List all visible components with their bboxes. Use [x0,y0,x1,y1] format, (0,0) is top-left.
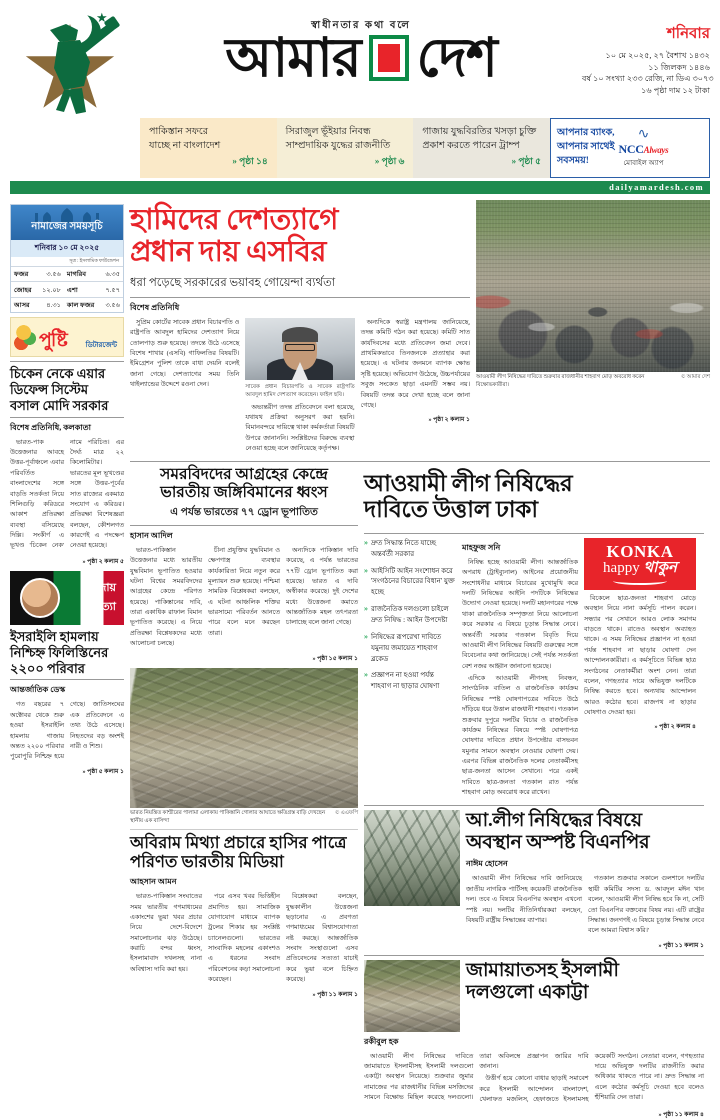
left-story-1-jump[interactable]: » পৃষ্ঠা ২ কলাম ৫ [82,557,124,565]
abdul-hamid-portrait [245,318,354,380]
jamaat-text-block [466,960,704,1032]
awami-content-row [364,538,704,801]
date-line-3: বর্ষ ১০ সংখ্যা ২৩৩ রেজি, না ডিএ ৩০৭৩ [582,74,714,84]
prayer-times-table [11,266,123,312]
awami-byline: মাহফুজ সনি [462,542,501,552]
konka-brand: KONKA [606,541,674,561]
awami-headline-l1: আওয়ামী লীগ নিষিদ্ধের [364,470,573,496]
chevron-right-icon: » [364,604,368,614]
jamaat-headline-l2: দলগুলো একাট্টা [466,982,589,1004]
jamaat-photo-block [364,960,460,1032]
ncc-always-text: Always [643,144,669,155]
bullet-text: দ্রুত সিদ্ধান্ত নিতে যাচ্ছে অন্তর্বর্তী সরকার [371,538,437,558]
bnp-headline [466,810,704,855]
chevron-right-icon: » [364,670,368,680]
left-story-1-headline [10,366,124,418]
prayer-label: জোহর [11,282,37,297]
awami-col-c [584,594,696,719]
bullet-item[interactable] [364,670,456,692]
damage-photo [364,960,460,1032]
left-story-gaza-families[interactable] [10,629,124,777]
chevron-right-icon: » [364,631,368,641]
ncc-ad-line-2: আপনার সাথেই [557,142,615,153]
mid-story-warplane[interactable] [130,466,358,664]
lead-col-2 [245,318,354,457]
masthead-title-block [140,6,582,118]
left-story-1-head-l1: চিকেন নেকে এয়ার [10,366,106,382]
bullet-item[interactable] [364,538,456,560]
teaser-3-line-1: গাজায় যুদ্ধবিরতির খসড়া চুক্তি [422,126,537,137]
mid-story-1-p1: ভারত-পাকিস্তান উত্তেজনার মধ্যে ভারতীয় যুদ্ধবিমান ভূপাতিত হওয়ার ঘটনা বিশ্বের সমরবিদদের আগ্রহের কেন্দ্রে পরিণত হয়েছে। পাকিস্তানের দাবি, তারা একাধিক রাফাল বিমান ভূপাতিত করেছে। এ নিয়ে প্রতিরক্ষা বিশ্লেষকদের মধ্যে আলোচনা চলছে। [130,546,202,648]
mid-story-2-head-l2: পরিণত ভারতীয় মিডিয়া [130,852,284,872]
teaser-2-line-1: সিরাজুল ভূঁইয়ার নিবন্ধ [285,126,371,137]
konka-tagline [590,561,690,576]
awami-text-block [462,538,578,801]
mid-story-1-head-l1: সমরবিদদের আগ্রহের কেন্দ্রে [160,465,328,483]
prayer-value: ৭.৫৭ [101,282,123,297]
lead-body-columns [130,318,470,457]
teaser-item-2[interactable] [277,118,414,178]
mid-story-1-jump[interactable]: » পৃষ্ঠা ১৫ কলাম ১ [312,654,358,662]
masthead-title-right: দেশ [416,28,497,88]
smile-icon [613,577,667,585]
bnp-headline-l1: আ.লীগ নিষিদ্ধের বিষয়ে [466,809,642,831]
trees-photo [364,810,460,906]
teaser-bar [0,118,720,178]
awami-col-a [462,558,578,799]
teaser-2-line-2: সাম্প্রদায়িক যুদ্ধের রাজনীতি [285,140,391,152]
bnp-row[interactable] [364,810,704,951]
mid-story-2-head-l1: অবিরাম মিথ্যা প্রচারে হাসির পাত্রে [130,832,347,852]
left-story-1-head-l3: বসাল মোদি সরকার [10,397,109,413]
second-row [130,466,710,1120]
mid-story-2-p3: বিশ্লেষকরা বলছেন, যুদ্ধকালীন উত্তেজনা ছড়ানোর এ প্রবণতা গণমাধ্যমের বিশ্বাসযোগ্যতা নষ্ট করছে। আন্তর্জাতিক সংবাদ সংস্থাগুলো এসব প্রতিবেদনের সত্যতা যাচাই করে ভুয়া বলে চিহ্নিত করেছে। [286,893,358,984]
right-column [364,466,704,1120]
left-story-2-jump[interactable]: » পৃষ্ঠা ৫ কলাম ১ [82,767,124,775]
cricket-emblem-icon [10,6,130,118]
mid-story-1-p2: চীনা প্রযুক্তির যুদ্ধবিমান ও ক্ষেপণাস্ত্র ব্যবস্থার কার্যকারিতা নিয়ে নতুন করে মূল্যায়ন শুরু হয়েছে। পশ্চিমা সামরিক বিশ্লেষকরা বলছেন, এ ঘটনা আঞ্চলিক শক্তির ভারসাম্যে পরিবর্তন আনতে পারে বলে মনে করছেন তারা। [208,546,280,637]
bnp-byline: নাঈম হোসেন [466,859,508,869]
crowd-photo-block [476,200,710,457]
left-story-2-head-l1: ইসরাইলি হামলায় [10,628,99,644]
prayer-value: ৩.৫৬ [101,297,123,312]
prayer-row [11,297,123,312]
chevron-right-icon: » [364,565,368,575]
awami-right-block [584,538,696,801]
lead-col-3 [361,318,470,457]
prayer-date [11,240,123,257]
awami-jump[interactable]: » পৃষ্ঠা ২ কলাম ৪ [654,723,696,731]
lead-headline-l1: হামিদের দেশত্যাগে [130,204,338,236]
jamaat-byline: রকীবুল হক [364,1036,399,1046]
masthead-emblem [10,6,140,118]
left-column [10,200,124,1120]
lead-byline: বিশেষ প্রতিনিধি [130,302,180,312]
lead-headline-l2: প্রধান দায় এসবির [130,236,327,269]
ncc-ad-line-3: সবসময়! [557,155,589,166]
bullet-text: নিষিদ্ধের রূপরেখা দাবিতে যমুনায় জমায়েত শাহবাগ ব্লকেড [371,632,442,663]
lead-col-1-text [130,318,239,391]
gaza-ad-line-2: গণহত্যা [81,600,116,613]
prayer-source-note: সূত্র : ইসলামিক ফাউন্ডেশন [69,259,119,264]
cricket-batsman-icon [20,16,124,116]
lead-story[interactable] [130,200,470,457]
awami-bullet-list [364,538,456,801]
teaser-3-page-link[interactable]: » পৃষ্ঠা ৫ [511,155,542,166]
mid-story-2-p2: পরে এসব খবর ভিত্তিহীন প্রমাণিত হয়। সামাজিক যোগাযোগ মাধ্যমে ব্যাপক ট্রলের শিকার হয় সংশ্লিষ্ট চ্যানেলগুলো। ভারতের সাংবাদিক মহলের একাংশও এ ধরনের সংবাদ পরিবেশনের কড়া সমালোচনা করেছেন। [208,893,280,984]
lead-col-2-text [245,403,354,455]
awami-headline [364,471,704,529]
prayer-title: নামাজের সময়সূচি [31,221,103,232]
crowd-photo-caption-row [476,372,710,390]
ncc-app-label: মোবাইল অ্যাপ [623,158,664,167]
teaser-item-1[interactable] [140,118,277,178]
mid-story-1-body [130,546,358,650]
masthead-title-left: আমার [225,28,361,88]
prayer-header [11,205,123,240]
masthead-tagline: স্বাধীনতার কথা বলে [311,20,411,31]
bnp-p2: গতকাল শুক্রবার সকালে গুলশানে দলটির স্থায়ী কমিটির সদস্য ড. আবদুল মঈন খান বলেন, 'আওয়ামী লীগ নিষিদ্ধ হবে কি না, সেটি তো বিএনপির বক্তব্যের বিষয় নয়। এটি রাষ্ট্রের সিদ্ধান্ত। জনগণই এ বিষয়ে চূড়ান্ত সিদ্ধান্ত নেবে বলে আমরা বিশ্বাস করি।' [588,875,704,935]
prayer-label: কাল ফজর [64,297,101,312]
glasses-icon [285,344,315,351]
konka-bangla: থাকুন [643,559,677,576]
bnp-photo-block [364,810,460,951]
mid-story-1-head-l2: ভারতীয় জঙ্গিবিমানের ধ্বংস [160,484,328,502]
content-grid [0,194,720,1120]
prayer-label: মাগরিব [64,267,101,282]
rubble-photo-credit: © এএফপি [335,809,358,816]
teaser-item-3[interactable] [413,118,550,178]
pushti-product: ডিটারজেন্ট [85,341,117,350]
mid-story-2-byline: আহসান আমন [130,877,177,887]
left-story-1-paragraph: ভারত-পাক উত্তেজনার আবহে উত্তর-পূর্বাঞ্চলে এবার পরিবর্তিত বাংলাদেশের সঙ্গে বাড়তি সতর্কতা নিয়ে শিলিগুড়ি করিডরে আকাশ প্রতিরক্ষা ব্যবস্থা বসিয়েছে দিল্লি। সংকীর্ণ এ ভূখণ্ড 'চিকেন নেক' নামে পরিচিত। এর দৈর্ঘ্য মাত্র ২২ কিলোমিটার। ভারতের মূল ভূখণ্ডের সঙ্গে উত্তর-পূর্বের সাত রাজ্যের একমাত্র সংযোগ এ করিডর। প্রতিরক্ষা বিশেষজ্ঞরা বলছেন, কৌশলগত কারণেই এ পদক্ষেপ নেওয়া হয়েছে। [10,438,124,550]
lead-subheadline: ধরা পড়েছে সরকারের ভয়াবহ গোয়েন্দা ব্যর্থতা [130,274,470,298]
gaza-genocide-ad[interactable] [10,571,124,625]
bullet-item[interactable] [364,566,456,599]
middle-column [130,466,358,1120]
teaser-2-page-link[interactable]: » পৃষ্ঠা ৬ [374,155,405,166]
left-story-1-byline: বিশেষ প্রতিনিধি, কলকাতা [10,422,91,432]
left-story-2-head-l3: ২২০০ পরিবার [10,660,85,676]
mid-story-2-p1: ভারত-পাকিস্তান সংঘাতের সময় ভারতীয় গণমাধ্যমের একাংশের ভুয়া খবর প্রচার নিয়ে দেশে-বিদেশে সমালোচনার ঝড় উঠেছে। করাচি বন্দর ধ্বংস, ইসলামাবাদ দখলসহ নানা অবিশ্বাস্য দাবি করা হয়। [130,893,202,973]
left-story-chicken-neck[interactable] [10,366,124,567]
shahbagh-crowd-photo [476,200,710,372]
chevron-right-icon: » [364,537,368,547]
mid-story-indian-media[interactable] [130,833,358,1000]
jamaat-p1: আওয়ামী লীগ নিষিদ্ধের দাবিতে জামায়াতে ইসলামীসহ ইসলামী দলগুলো একাট্টা অবস্থান নিয়েছে। শুক্রবার জুমার নামাজের পর রাজধানীর বিভিন্ন মসজিদের সামনে বিক্ষোভ মিছিল করেছে দলগুলো। তারা অবিলম্বে প্রজ্ঞাপন জারির দাবি জানান। [364,1052,589,1102]
mid-story-1-headline [130,466,358,503]
children-photo [20,578,60,618]
ncc-bank-ad[interactable] [550,118,710,178]
mid-story-2-body [130,892,358,985]
prayer-row [11,267,123,282]
prayer-value: ১২.০৮ [37,282,64,297]
lead-col-3-text [361,318,470,411]
ncc-ad-line-1: আপনার ব্যাংক, [557,128,615,139]
left-story-1-body [10,438,124,553]
awami-p2: এদিকে আওয়ামী লীগসহ নিবন্ধন, সাংগঠনিক বাতিল ও রাজনৈতিক কার্যক্রম নিষিদ্ধের স্পষ্ট ঘোষণাপত্রের দাবিতে উঠে দাঁড়িয়ে ধরে উত্তাল রাজধানী শাহবাগ। গতকাল শুক্রবার দুপুরে দলটির বিচার ও রাজনৈতিক কার্যক্রম নিষিদ্ধের বিষয়ে স্পষ্ট ঘোষণাপত্র ঘোষণার দাবিতে প্রধান উপদেষ্টার বাসভবন যমুনার সামনে অবস্থান নেওয়ার ঘোষণা দেয়। এরপর বিভিন্ন রাজনৈতিক দলের নেতাকর্মীসহ ছাত্র-জনতা আসেন সেখানে। পরে একই দাবিতে ছাত্র-জনতা গতকাল রাত পর্যন্ত শাহবাগ মোড় অবরোধ করে রাখেন। [462,675,578,797]
left-story-2-byline: আন্তর্জাতিক ডেস্ক [10,685,66,695]
jamaat-p2: উত্তীর্ণ হয়ে কোনো বাধার ছাড়াই সমাবেশ করে ইসলামী আন্দোলন বাংলাদেশ, খেলাফত মজলিস, হেফাজতে ইসলামসহ কয়েকটি সংগঠন। নেতারা বলেন, গণহত্যার দায়ে অভিযুক্ত দলটির রাজনীতি করার অধিকার থাকতে পারে না। দ্রুত সিদ্ধান্ত না এলে কঠোর কর্মসূচি দেওয়া হবে বলেও হুঁশিয়ারি দেন তারা। [479,1052,704,1104]
jamaat-headline [466,960,704,1005]
masthead-logo-row [140,28,582,88]
konka-happy: happy [603,559,640,576]
jamaat-row[interactable] [364,960,704,1032]
lead-headline [130,204,470,269]
prayer-value: ৪.৩১ [37,297,64,312]
website-url[interactable]: dailyamardesh.com [609,182,704,192]
teaser-1-line-2: যাচ্ছে না বাংলাদেশ [149,140,221,152]
bullet-item[interactable] [364,604,456,626]
mid-story-1-byline: হাসান আদিল [130,530,173,540]
date-line-1: ১০ মে ২০২৫, ২৭ বৈশাখ ১৪৩২ [605,51,710,60]
jamaat-headline-l1: জামায়াতসহ ইসলামী [466,959,619,981]
publication-day: শনিবার [666,26,710,42]
date-line-2: ১১ জিলকদ ১৪৪৬ [648,62,710,72]
bnp-p1: আওয়ামী লীগ নিষিদ্ধের দাবি জানিয়েছে জাতীয় নাগরিক পার্টিসহ কয়েকটি রাজনৈতিক দল। তবে এ বিষয়ে বিএনপির অবস্থান এখনো স্পষ্ট নয়। দলটির নীতিনির্ধারকরা বলছেন, বিষয়টি রাষ্ট্রীয় সিদ্ধান্তের ব্যাপার। [466,875,582,924]
ncc-brand-name [619,142,669,157]
date-line-4: ১৬ পৃষ্ঠা দাম ১২ টাকা [641,85,710,95]
prayer-label: আসর [11,297,37,312]
left-story-2-body [10,700,124,762]
awami-headline-l2: দাবিতে উত্তাল ঢাকা [364,497,538,523]
lead-jump[interactable]: » পৃষ্ঠা ২ কলাম ১ [428,416,470,424]
prayer-row [11,282,123,297]
teaser-1-line-1: পাকিস্তান সফরে [149,126,209,137]
awami-p3: বিকেলে ছাত্র-জনতা শাহবাগ মোড়ে অবস্থান নিয়ে নানা কর্মসূচি পালন করেন। সন্ধ্যার পর সেখানে আরও লোক সমাগম বাড়তে থাকে। রাতেও অবস্থান অব্যাহত থাকে। এ সময় নিষিদ্ধের প্রজ্ঞাপন না হওয়া পর্যন্ত শাহবাগ না ছাড়ার ঘোষণা দেন আন্দোলনকারীরা। এ কর্মসূচিতে বিভিন্ন ছাত্র সংগঠনের নেতাকর্মীরা অংশ নেন। তারা বলেন, গণহত্যার দায়ে অভিযুক্ত দলটিকে নিষিদ্ধ করতে হবে। অন্যথায় আন্দোলন আরও কঠোর হবে। রাজপথ না ছাড়ার ঘোষণাও দেওয়া হয়। [584,594,696,717]
bnp-body [466,874,704,936]
ncc-logo [619,128,669,169]
left-story-2-paragraph: গত বছরের ৭ অক্টোবর থেকে শুরু হওয়া ইসরাইলি হামলায় গাজায় অন্তত ২২০০ পরিবার পুরোপুরি নিশ্চিহ্ন হয়ে গেছে। জাতিসংঘের এক প্রতিবেদনে এ তথ্য উঠে এসেছে। নিহতদের বড় অংশই নারী ও শিশু। [10,701,124,761]
left-story-2-head-l2: নিশ্চিহ্ন ফিলিস্তিনের [10,644,109,660]
bangladesh-flag-icon [369,35,409,81]
ncc-ad-text [557,127,615,168]
left-story-2-headline [10,629,124,681]
mid-story-2-jump[interactable]: » পৃষ্ঠা ১১ কলাম ১ [312,990,358,998]
kashmir-rubble-photo [130,668,358,808]
gaza-ad-line-1: গাজায় [86,581,116,594]
prayer-date-text: শনিবার ১০ মে ২০২৫ [34,243,100,252]
lead-paragraph-1: সুপ্রিম কোর্টের সাবেক প্রধান বিচারপতি ও রাষ্ট্রপতি আবদুল হামিদের দেশত্যাগ নিয়ে তোলপাড় শুরু হয়েছে। তদন্তে উঠে এসেছে বিশেষ শাখার (এসবি) গাফিলতির বিষয়টি। ইমিগ্রেশন পুলিশ তাকে বাধা দেয়নি বলেই জানা গেছে। দেশত্যাগের সময় তিনি থাইল্যান্ডের উদ্দেশে রওনা দেন। [130,318,240,389]
bullet-text: প্রজ্ঞাপন না হওয়া পর্যন্ত শাহবাগ না ছাড়ার ঘোষণা [371,671,440,691]
portrait-caption: সাবেক প্রধান বিচারপতি ও সাবেক রাষ্ট্রপতি আবদুল হামিদ দেশত্যাগ করেছেন। ফাইল ছবি। [245,383,355,399]
awami-p1: নিষিদ্ধ হচ্ছে আওয়ামী লীগ। আন্তর্জাতিক অপরাধ (ট্রাইব্যুনাল) আইনের প্রয়োজনীয় সংশোধনীর মাধ্যমে বিচারের মুখোমুখি করে দলটি নিষিদ্ধের আইনি পদটিকে নিষিদ্ধের উদ্যোগ নেওয়া হয়েছে। দলটি মহানগরের পক্ষে থাকা রাজনৈতিক সম্পৃক্ততা নিয়ে আলোচনা করে সরকার এ বিষয়ে চূড়ান্ত সিদ্ধান্ত নেবে। অন্তর্বর্তী সরকার গতকাল বিবৃতি দিয়ে আওয়ামী লীগ নিষিদ্ধের বিষয়টি গুরুত্বের সঙ্গে বিবেচনার কথা জানিয়েছে। সেই পর্যন্ত সতর্কতা বেশ নজর আহ্বান জানানো হয়েছে। [462,558,578,670]
teaser-1-page-link[interactable]: » পৃষ্ঠা ১৪ [232,155,268,166]
prayer-label: এশা [64,282,101,297]
prayer-times-widget [10,204,124,313]
prayer-label: ফজর [11,267,37,282]
ncc-brand-text: NCC [618,141,644,156]
bnp-text-block [466,810,704,951]
bullet-item[interactable] [364,632,456,665]
mid-story-2-headline [130,833,358,873]
pushti-ad[interactable] [10,317,124,357]
prayer-value: ৩.৫৬ [37,267,64,282]
crowd-photo-credit: © আমার দেশ [681,374,710,380]
bnp-headline-l2: অবস্থান অস্পষ্ট বিএনপির [466,831,650,853]
crowd-photo-caption: আওয়ামী লীগ নিষিদ্ধের দাবিতে শুক্রবার রাজধানীর শাহবাগ মোড় অবরোধ করেন বিক্ষোভকারীরা। [476,374,645,388]
lead-paragraph-3: অন্যদিকে স্বরাষ্ট্র মন্ত্রণালয় জানিয়েছে, তদন্ত কমিটি গঠন করা হয়েছে। কমিটি সাত কার্যদিবসের মধ্যে প্রতিবেদন জমা দেবে। প্রাথমিকভাবে তিনজনকে প্রত্যাহার করা হয়েছে। এ ঘটনায় জনমনে ব্যাপক ক্ষোভ সৃষ্টি হয়েছে। অভিযোগ উঠেছে, উচ্চপর্যায়ের সবুজ সংকেত ছাড়া এমনটি সম্ভব নয়। বিষয়টি তদন্ত করে দেখা হচ্ছে বলে জানা গেছে। [360,318,470,409]
swirl-icon: ∿ [637,126,650,142]
rubble-photo-caption: ভারত নিয়ন্ত্রিত কাশ্মীরের পালামা এলাকায় পাকিস্তানি গোলার আঘাতে ক্ষতিগ্রস্ত বাড়ি দেখছেন স্থানীয় এক বাসিন্দা [130,809,326,824]
mid-story-1-p3: অন্যদিকে পাকিস্তান দাবি করেছে, এ পর্যন্ত ভারতের ৭৭টি ড্রোন ভূপাতিত করা হয়েছে। ভারত এ দাবি অস্বীকার করেছে। দুই দেশের মধ্যে উত্তেজনা কমাতে আন্তর্জাতিক মহল তৎপরতা চালাচ্ছে বলে জানা গেছে। [286,546,358,627]
bullet-text: রাজনৈতিক দলগুলো চাইলে দ্রুত নিষিদ্ধ : আইন উপদেষ্টা [371,605,449,624]
konka-ad[interactable] [584,538,696,590]
leaf-icon [14,322,38,352]
pushti-brand: পুষ্টি [39,330,67,352]
masthead [0,0,720,118]
main-column-area [130,200,710,1120]
small-star-icon: ★ [96,10,108,25]
masthead-dateblock [582,6,714,118]
lead-col-1 [130,318,239,457]
prayer-value: ৬.৩৫ [101,267,123,282]
website-bar [10,181,710,194]
jamaat-jump[interactable]: » পৃষ্ঠা ১১ কলাম ৪ [658,1110,704,1118]
left-story-1-head-l2: ডিফেন্স সিস্টেম [10,381,89,397]
bnp-jump[interactable]: » পৃষ্ঠা ১১ কলাম ১ [658,941,704,949]
jamaat-body [364,1052,704,1106]
rubble-caption-row [130,808,358,826]
teaser-3-line-2: প্রকাশ করতে পারেন ট্রাম্প [422,140,520,152]
lead-paragraph-2: অভ্যন্তরীণ তদন্ত প্রতিবেদনে বলা হয়েছে, যথাযথ প্রক্রিয়া অনুসরণ করা হয়নি। বিমানবন্দরে দায়িত্বে থাকা কর্মকর্তারা বিষয়টি উপরে জানাননি। সংশ্লিষ্টদের বিরুদ্ধে ব্যবস্থা নেওয়া হচ্ছে বলে জানিয়েছে কর্তৃপক্ষ। [245,403,355,453]
bullet-text: আইসিটি আইন সংশোধন করে 'সংগঠনের বিচারের বিধান' যুক্ত হচ্ছে [371,566,455,597]
lead-row [130,200,710,457]
mid-story-1-subhead: এ পর্যন্ত ভারতের ৭৭ ড্রোন ভূপাতিত [130,505,358,526]
